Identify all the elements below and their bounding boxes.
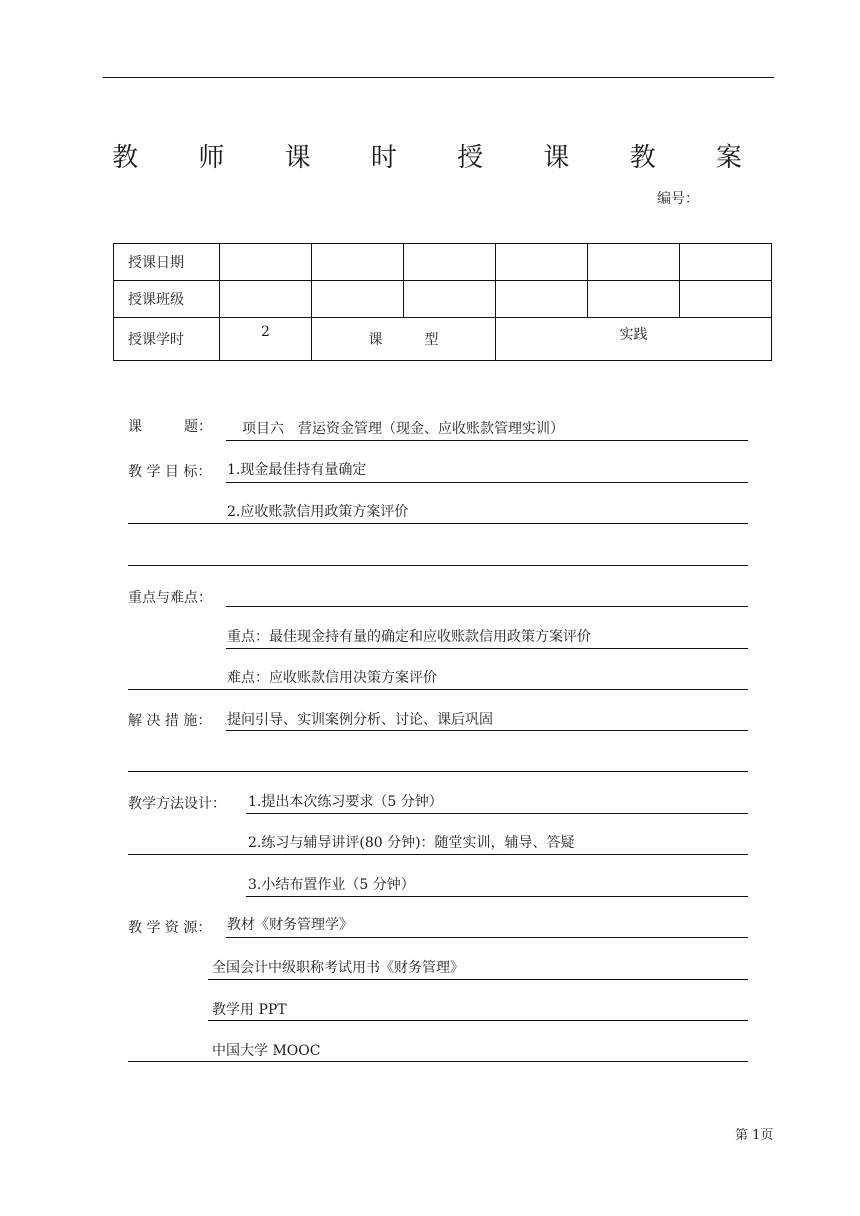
objective-item: 1.现金最佳持有量确定 [227,462,367,478]
resource-rule [208,1020,748,1021]
key-points-label: 重点与难点： [128,590,212,606]
class-cell [404,281,496,318]
date-cell [220,244,312,281]
date-cell [404,244,496,281]
table-row-hours [114,318,772,361]
class-cell [220,281,312,318]
difficult-point-text: 难点：应收账款信用决策方案评价 [227,670,437,686]
date-label: 授课日期 [114,244,220,281]
method-rule [128,854,748,855]
doc-number-label: 编号： [657,191,699,207]
class-cell [496,281,588,318]
objective-rule [226,482,748,483]
measures-value: 提问引导、实训案例分析、讨论、课后巩固 [227,712,493,728]
resource-item: 中国大学 MOOC [212,1043,321,1059]
topic-rule [226,440,748,441]
key-points-rule [226,606,748,607]
date-cell [680,244,772,281]
header-rule [103,77,774,78]
method-item: 1.提出本次练习要求（5 分钟） [248,794,443,810]
resource-item: 教学用 PPT [212,1002,287,1018]
class-cell [588,281,680,318]
topic-value: 项目六 营运资金管理（现金、应收账款管理实训） [242,421,564,437]
page-number: 第 1页 [735,1128,774,1143]
methods-label: 教学方法设计： [128,796,226,812]
table-row-date [114,244,772,281]
objective-rule [128,523,748,524]
method-rule [246,813,748,814]
key-points-rule [128,689,748,690]
date-cell [496,244,588,281]
objective-item: 2.应收账款信用政策方案评价 [227,504,409,520]
resource-rule [128,1061,748,1062]
class-cell [680,281,772,318]
date-cell [588,244,680,281]
method-rule [246,896,748,897]
key-points-rule [226,648,748,649]
info-table [113,243,772,361]
table-row-class [114,281,772,318]
blank-rule [128,771,748,772]
method-item: 2.练习与辅导讲评(80 分钟)：随堂实训，辅导、答疑 [248,835,575,851]
blank-rule [128,565,748,566]
topic-label: 课 题： [128,419,212,435]
resource-item: 教材《财务管理学》 [227,917,353,933]
objectives-label: 教 学 目 标： [128,464,212,480]
hours-label: 授课学时 [114,318,220,361]
method-item: 3.小结布置作业（5 分钟） [248,877,415,893]
hours-value: 2 [220,318,312,361]
type-value: 实践 [496,318,772,361]
class-label: 授课班级 [114,281,220,318]
resources-label: 教 学 资 源： [128,920,212,936]
class-cell [312,281,404,318]
key-point-text: 重点：最佳现金持有量的确定和应收账款信用政策方案评价 [227,629,591,645]
resource-item: 全国会计中级职称考试用书《财务管理》 [212,960,464,976]
date-cell [312,244,404,281]
resource-rule [226,937,748,938]
measures-label: 解 决 措 施： [128,713,212,729]
page-title: 教 师 课 时 授 课 教 案 [112,143,768,173]
measures-rule [226,730,748,731]
type-label: 课 型 [312,318,496,361]
resource-rule [208,979,748,980]
